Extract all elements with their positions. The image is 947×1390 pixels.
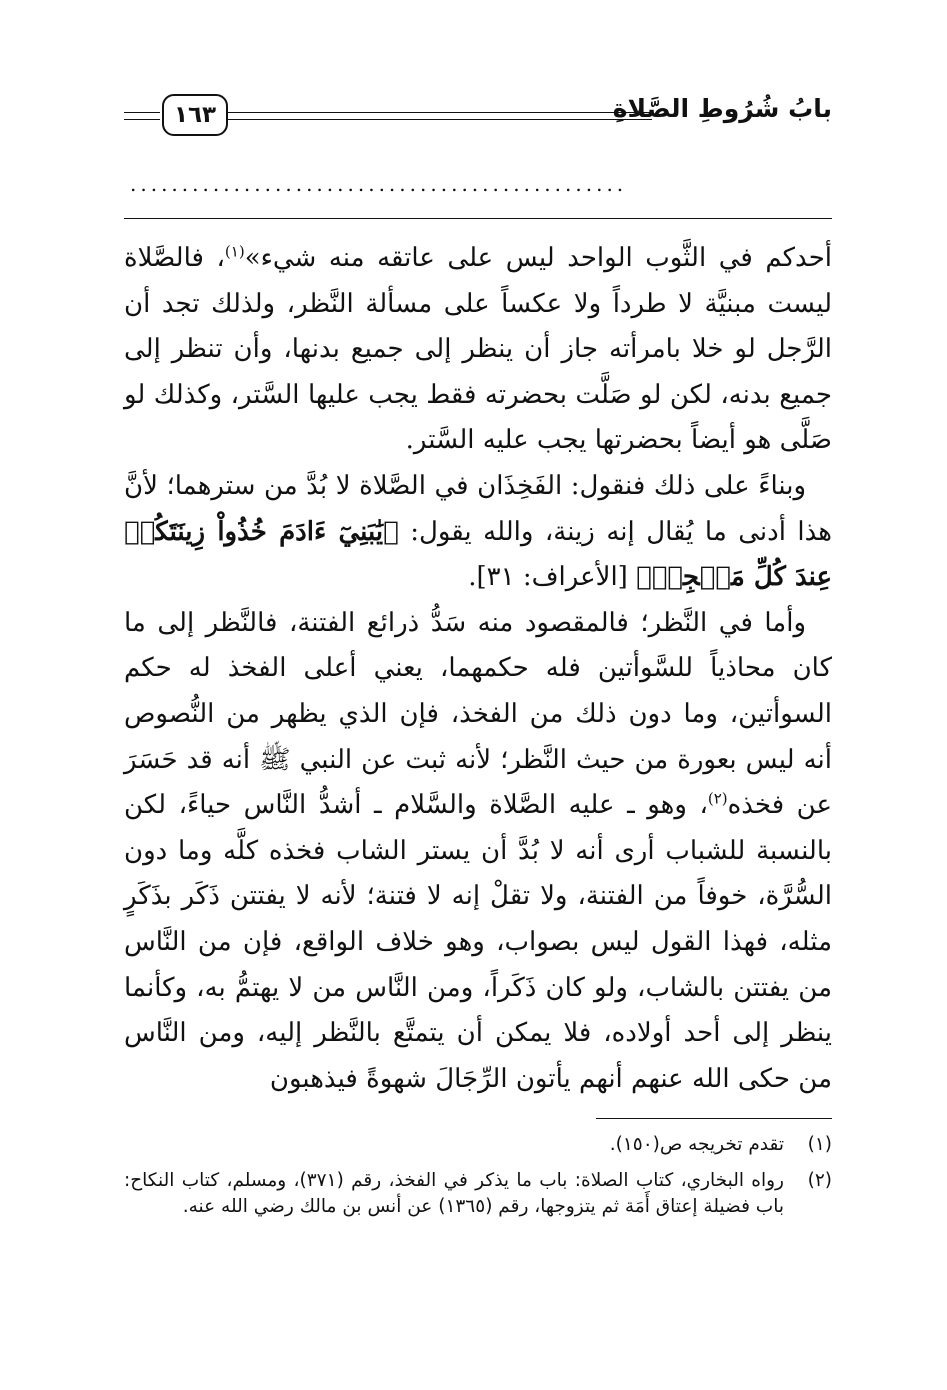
paragraph-3-text-b: ، وهو ـ عليه الصَّلاة والسَّلام ـ أشدُّ النَّاس حياءً، لكن بالنسبة للشباب أرى أنه لا بُدَّ أن يستر الشاب فخذه كلَّه وما دون السُّرَّة، خوفاً من الفتنة، ولا تقلْ إنه لا فتنة؛ لأنه لا يفتتن ذَكَر بذَكَرٍ مثله، فهذا القول ليس بصواب، وهو خلاف الواقع، فإن من النَّاس من يفتتن بالشاب، ولو كان ذَكَراً، ومن النَّاس من لا يهتمُّ به، وكأنما ينظر إلى أحد أولاده، فلا يمكن أن يتمتَّع بالنَّظر إليه، ومن النَّاس من حكى الله عنهم أنهم يأتون الرِّجَالَ شهوةً فيذهبون [124,790,832,1094]
page-number: ١٦٣ [162,94,228,136]
chapter-title: بابُ شُرُوطِ الصَّلاةِ [612,94,832,123]
paragraph-3 [124,601,832,1103]
paragraph-2-text: وبناءً على ذلك فنقول: الفَخِذَان في الصَّلاة لا بُدَّ من سترهما؛ لأنَّ هذا أدنى ما يُقال إنه زينة، والله يقول: [124,470,833,547]
paragraph-3-text-a: وأما في النَّظر؛ فالمقصود منه سَدُّ ذرائع الفتنة، فالنَّظر إلى ما كان محاذياً للسَّوأتين فله حكمهما، يعني أعلى الفخذ له حكم السوأتين، وما دون ذلك من الفخذ، فإن الذي يظهر من النُّصوص أنه ليس بعورة من حيث النَّظر؛ لأنه ثبت عن النبي ﷺ أنه قد حَسَرَ عن فخذه [124,607,832,821]
footnote-item [124,1168,832,1220]
paragraph-2 [124,464,832,601]
paragraph-1-text-b: ، فالصَّلاة ليست مبنيَّة لا طرداً ولا عكساً على مسألة النَّظر، ولذلك تجد أن الرَّجل لو خلا بامرأته جاز أن ينظر إلى جميع بدنها، وأن تنظر إلى جميع بدنه، لكن لو صَلَّت بحضرته فقط يجب عليها السَّتر، وكذلك لو صَلَّى هو أيضاً بحضرتها يجب عليه السَّتر. [124,243,832,456]
paragraph-1 [124,236,832,464]
top-rule [124,218,832,219]
header-rule-left [124,112,160,120]
footnote-rule [596,1118,832,1119]
dotted-separator: ................................................ [130,174,628,194]
footnote-text: رواه البخاري، كتاب الصلاة: باب ما يذكر في الفخذ، رقم (٣٧١)، ومسلم، كتاب النكاح: باب فضيلة إعتاق أَمَة ثم يتزوجها، رقم (١٣٦٥) عن أنس بن مالك رضي الله عنه. [124,1170,784,1217]
verse-citation: [الأعراف: ٣١]. [468,562,637,593]
main-text [124,236,832,1102]
footnote-number: (١) [807,1134,832,1155]
footnote-number: (٢) [807,1170,832,1191]
footnote-item [124,1132,832,1158]
footnote-ref-2: (٢) [707,789,728,808]
paragraph-1-text-a: أحدكم في الثَّوب الواحد ليس على عاتقه منه شيء» [244,243,832,273]
quran-verse: ﴿يَٰبَنِيٓ ءَادَمَ خُذُواْ زِينَتَكُمۡ عِندَ كُلِّ مَسۡجِدٖ﴾ [124,516,832,593]
header-rule [227,112,652,120]
page-header [124,90,832,140]
footnote-text: تقدم تخريجه ص(١٥٠). [609,1134,784,1155]
footnotes [124,1132,832,1230]
footnote-ref-1: (١) [224,242,245,261]
